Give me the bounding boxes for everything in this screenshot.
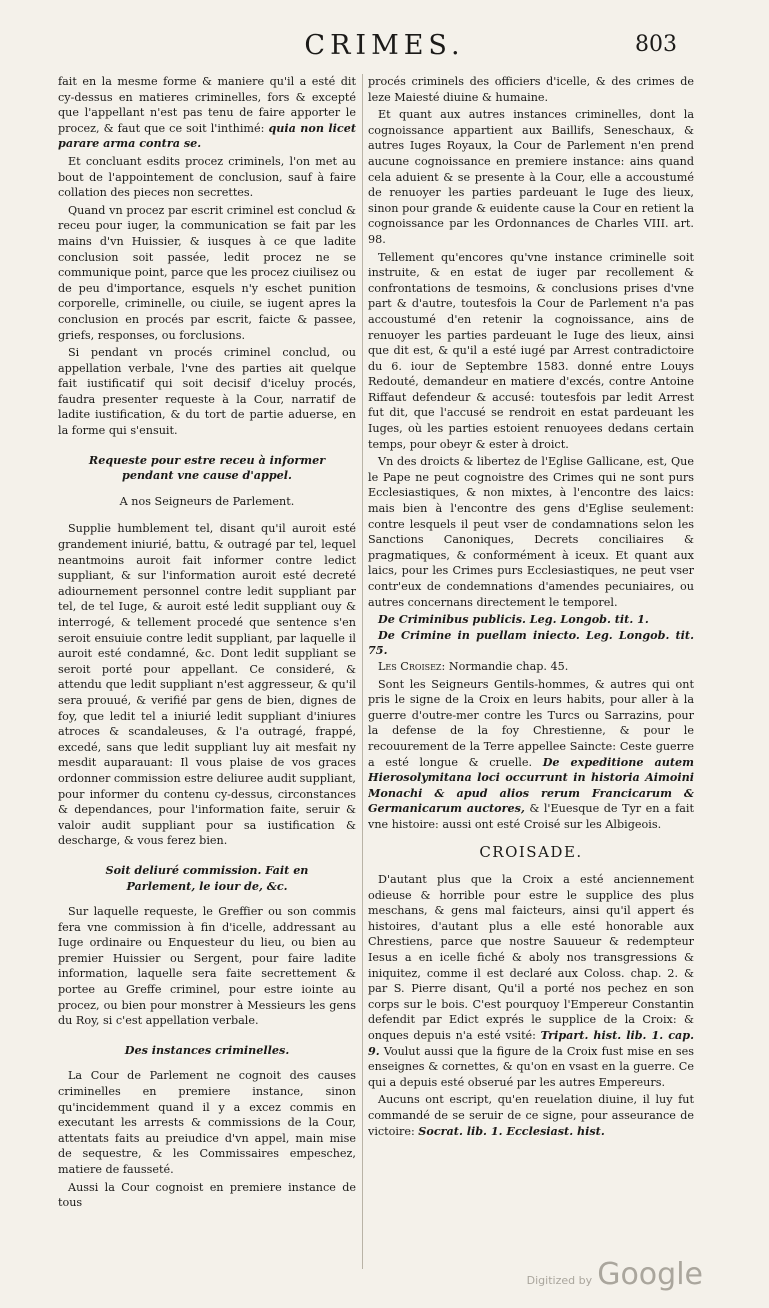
legal-citation: De Crimine in puellam iniecto. Leg. Longob. tit. 75.	[368, 627, 694, 658]
paragraph	[368, 1092, 694, 1139]
watermark-brand: Google	[597, 1257, 703, 1292]
entry-reference: : Normandie chap. 45.	[441, 659, 569, 673]
right-column	[368, 74, 694, 1269]
address-heading: A nos Seigneurs de Parlement.	[119, 494, 295, 508]
running-title: CRIMES.	[304, 30, 465, 61]
paragraph: Et concluant esdits procez criminels, l'on met au bout de l'appointement de conclusion, sauf à faire collation des pieces non secrettes.	[58, 154, 356, 200]
paragraph: Et quant aux autres instances criminelles, dont la cognoissance appartient aux Baillifs, Seneschaux, & autres Iuges Royaux, la Cour de Parlement n'en prend aucune cognoissance en premiere instance: ains quand cela aduient & se presente à la Cour, elle a accoustumé de renuoyer les parties pardeuant le Iuge des lieux, sinon pour grande & euidente cause la Cour en retient la cognoissance par les Ordonnances de Charles VIII. art. 98.	[368, 108, 694, 246]
paragraph: Aussi la Cour cognoist en premiere instance de tous	[58, 1180, 356, 1210]
paragraph: Vn des droicts & libertez de l'Eglise Gallicane, est, Que le Pape ne peut cognoistre des Crimes qui ne sont purs Ecclesiastiques, & non mixtes, à l'encontre des laics: mais bien à l'encontre des gens d'Eglise seulement: contre lesquels il peut vser de condamnations selon les Sanctions Canoniques, Decrets conciliaires & pragmatiques, & conformément à iceux. Et quant aux laics, pour les Crimes purs Ecclesiastiques, ne peut vser contr'eux de condemnations d'amendes pecuniaires, ou autres concernans directement le temporel.	[368, 455, 694, 609]
paragraph-text: D'autant plus que la Croix a esté anciennement odieuse & horrible pour estre le supplice des plus meschans, & gens mal faicteurs, ainsi qu'il appert és histoires, d'autant plus a elle esté honorable aux Chrestiens, parce que nostre Sauueur & redempteur Iesus a en icelle fiché & aboly nos transgressions & iniquitez, comme il est declaré aux Coloss. chap. 2. & par S. Pierre disant, Qu'il a porté nos pechez en son corps sur le bois. C'est pourquoy l'Empereur Constantin defendit par Edict exprés le supplice de la Croix: & onques depuis n'a esté vsité:	[368, 873, 694, 1043]
paragraph	[368, 872, 694, 1090]
paragraph: Quand vn procez par escrit criminel est conclud & receu pour iuger, la communication se fait par les mains d'vn Huissier, & iusques à ce que ladite conclusion soit passée, ledit procez ne se communique point, parce que les procez ciuilisez ou de peu d'importance, esquels n'y eschet punition corporelle, criminelle, ou ciuile, se iugent apres la conclusion en procés par escrit, faicte & passee, griefs, responses, ou forclusions.	[58, 203, 356, 342]
page-number: 803	[635, 32, 677, 57]
latin-phrase: quia non licet parare arma contra se.	[58, 120, 356, 151]
source-citation: Tripart. hist. lib. 1. cap. 9.	[368, 1028, 694, 1058]
digitization-watermark	[527, 1257, 703, 1292]
paragraph: Si pendant vn procés criminel conclud, ou appellation verbale, l'vne des parties ait quelque fait iustificatif qui soit decisif d'iceluy procés, faudra presenter requeste à la Cour, narratif de ladite iustification, & du tort de partie aduerse, en la forme qui s'ensuit.	[58, 346, 356, 438]
legal-citation: De Criminibus publicis. Leg. Longob. tit. 1.	[378, 612, 649, 627]
section-heading: Requeste pour estre receu à informer pendant vne cause d'appel.	[88, 452, 326, 483]
section-heading: Soit deliuré commission. Fait en Parlement, le iour de, &c.	[105, 862, 309, 893]
section-title: CROISADE.	[479, 842, 583, 861]
paragraph	[58, 74, 356, 152]
latin-passage: De expeditione autem Hierosolymitana loci occurrunt in historia Aimoini Monachi & apud alios rerum Francicarum & Germanicarum auctores,	[368, 754, 694, 816]
left-column	[58, 74, 356, 1269]
paragraph-text: Aucuns ont escript, qu'en reuelation diuine, il luy fut commandé de se seruir de ce signe, pour asseurance de victoire:	[368, 1093, 694, 1138]
paragraph: procés criminels des officiers d'icelle, & des crimes de leze Maiesté diuine & humaine.	[368, 75, 694, 104]
entry-term: Les Croisez	[378, 659, 442, 673]
paragraph-text: & l'Euesque de Tyr en a fait vne histoire: aussi ont esté Croisé sur les Albigeois.	[368, 802, 694, 831]
paragraph-text: Voulut aussi que la figure de la Croix fust mise en ses enseignes & cornettes, & qu'on en vsast en la guerre. Ce qui a depuis esté obserué par les autres Empereurs.	[368, 1044, 694, 1089]
paragraph	[368, 659, 694, 675]
column-divider	[362, 74, 363, 1269]
paragraph-text: Sont les Seigneurs Gentils-hommes, & autres qui ont pris le signe de la Croix en leurs habits, pour aller à la guerre d'outre-mer contre les Turcs ou Sarrazins, pour la defense de la foy Chrestienne, & pour le recouurement de la Terre appellee Saincte: Ceste guerre a esté longue & cruelle.	[368, 677, 694, 769]
section-heading: Des instances criminelles.	[124, 1042, 290, 1057]
paragraph: Supplie humblement tel, disant qu'il auroit esté grandement iniurié, battu, & outragé par tel, lequel neantmoins auroit fait informer contre ledict suppliant, & sur l'information auroit esté decreté adiournement personnel contre ledit suppliant par tel, de tel Iuge, & auroit esté ledit suppliant ouy & interrogé, & tellement procedé que sentence s'en seroit ensuiuie contre ledit suppliant, par laquelle il auroit esté condamné, &c. Dont ledit suppliant se seroit porté pour appellant. Ce consideré, & attendu que ledit suppliant n'est aggresseur, & qu'il sera prouué, & verifié par gens de bien, dignes de foy, que ledit tel a iniurié ledit suppliant d'iniures atroces & scandaleuses, & l'a outragé, frappé, excedé, sans que ledit suppliant luy ait mesfait ny mesdit auparauant: Il vous plaise de vos graces ordonner commission estre deliuree audit suppliant, pour informer du contenu cy-dessus, circonstances & dependances, pour l'information faite, seruir & valoir audit suppliant pour sa iustification & descharge, & vous ferez bien.	[58, 522, 356, 848]
paragraph: Tellement qu'encores qu'vne instance criminelle soit instruite, & en estat de iuger par recollement & confrontations de tesmoins, & conclusions prises d'vne part & d'autre, toutesfois la Cour de Parlement n'a pas accoustumé d'en retenir la cognoissance, ains de renuoyer les parties pardeuant le Iuge des lieux, ainsi que dit est, & qu'il a esté iugé par Arrest contradictoire du 6. iour de Septembre 1583. donné entre Louys Redouté, demandeur en matiere d'excés, contre Antoine Riffaut defendeur & accusé: toutesfois par ledit Arrest fut dit, que l'accusé se rendroit en estat pardeuant les Iuges, où les parties estoient renuoyees dedans certain temps, pour obeyr & ester à droict.	[368, 250, 694, 451]
source-citation: Socrat. lib. 1. Ecclesiast. hist.	[418, 1123, 605, 1138]
watermark-prefix: Digitized by	[526, 1274, 593, 1287]
paragraph	[368, 677, 694, 833]
paragraph: La Cour de Parlement ne cognoit des causes criminelles en premiere instance, sinon qu'incidemment quand il y a excez commis en executant les arrests & commissions de la Cour, attentats faits au preiudice d'vn appel, main mise de sequestre, & les Commissaires empeschez, matiere de fausseté.	[58, 1069, 356, 1176]
page-header	[0, 30, 769, 70]
paragraph: Sur laquelle requeste, le Greffier ou son commis fera vne commission à fin d'icelle, addressant au Iuge ordinaire ou Enquesteur du lieu, ou bien au premier Huissier ou Sergent, pour faire ladite information, laquelle sera faite secrettement & portee au Greffe criminel, pour estre iointe au procez, ou bien pour monstrer à Messieurs les gens du Roy, si c'est appellation verbale.	[58, 905, 356, 1028]
paragraph-text: fait en la mesme forme & maniere qu'il a esté dit cy-dessus en matieres criminelles, fors & excepté que l'appellant n'est pas tenu de faire apporter le procez, & faut que ce soit l'inthimé:	[58, 75, 356, 135]
